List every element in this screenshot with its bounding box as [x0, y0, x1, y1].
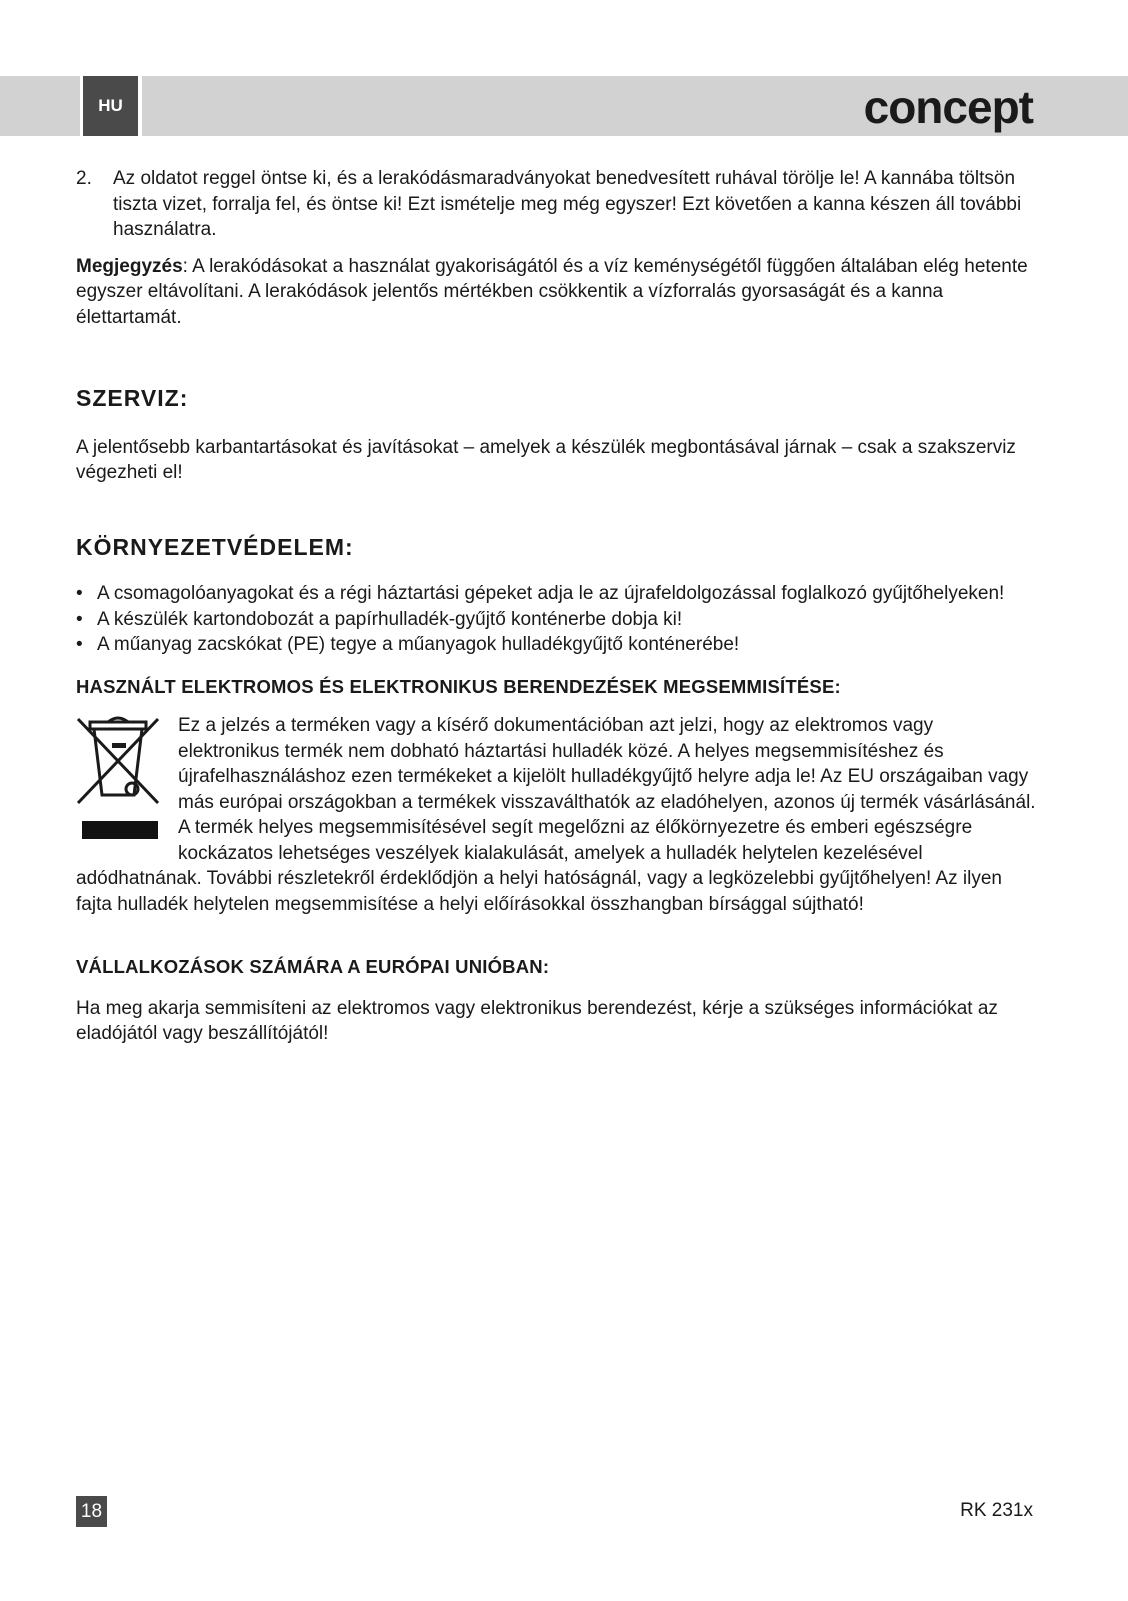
note-label: Megjegyzés: [76, 255, 183, 277]
list-item: • A csomagolóanyagokat és a régi háztartási gépeket adja le az újrafeldolgozással foglalkozó gyűjtőhelyeken!: [76, 583, 1005, 604]
note-paragraph: [76, 254, 1036, 331]
page-number: 18: [76, 1496, 107, 1527]
language-tab: HU: [80, 76, 142, 136]
weee-heading: HASZNÁLT ELEKTROMOS ÉS ELEKTRONIKUS BERENDEZÉSEK MEGSEMMISÍTÉSE:: [76, 675, 841, 697]
step-number: 2.: [76, 168, 92, 189]
step-text: Az oldatot reggel öntse ki, és a lerakódásmaradványokat benedvesített ruhával törölje le! A kannába töltsön tiszta vizet, forralja fel, és öntse ki! Ezt ismételje meg még egyszer! Ezt követően a kanna készen áll további használatra.: [113, 168, 1022, 240]
business-text: Ha meg akarja semmisíteni az elektromos vagy elektronikus berendezést, kérje a szükséges információkat az eladójától vagy beszállítójától!: [76, 997, 998, 1044]
page-content: [76, 166, 1036, 1047]
weee-text: Ez a jelzés a terméken vagy a kísérő dokumentációban azt jelzi, hogy az elektromos vagy elektronikus termék nem dobható háztartási hulladék közé. A helyes megsemmisítéshez és újrafelhasználáshoz ezen termékeket a kijelölt hulladékgyűjtő helyre adja le! Az EU országaiban vagy más európai országokban a termékek visszaválthatók az eladóhelyen, azonos új termék vásárlásánál. A termék helyes megsemmisítésével segít megelőzni az élőkörnyezetre és emberi egészségre kockázatos lehetséges veszélyek kialakulását, amelyek a hulladék helytelen kezelésével adódhatnának. További részletekről érdeklődjön a helyi hatóságnál, vagy a legközelebbi gyűjtőhelyen! Az ilyen fajta hulladék helytelen megsemmisítése a helyi előírásokkal összhangban bírsággal sújtható!: [76, 715, 1036, 915]
crossed-out-wheelie-bin-icon: [72, 713, 164, 843]
service-heading: SZERVIZ:: [76, 385, 189, 411]
brand-logo: concept: [863, 81, 1033, 133]
note-text: : A lerakódásokat a használat gyakoriságától és a víz keménységétől függően általában elég hetente egyszer eltávolítani. A lerakódások jelentős mértékben csökkentik a vízforralás gyorsaságát és a kanna élettartamát.: [76, 255, 1028, 328]
environment-list: [76, 581, 1036, 658]
business-heading: VÁLLALKOZÁSOK SZÁMÁRA A EURÓPAI UNIÓBAN:: [76, 956, 550, 977]
step-2: [76, 166, 1036, 243]
service-text: A jelentősebb karbantartásokat és javításokat – amelyek a készülék megbontásával járnak – csak a szakszerviz végezheti el!: [76, 436, 1016, 483]
list-item: • A készülék kartondobozát a papírhulladék-gyűjtő konténerbe dobja ki!: [76, 608, 683, 630]
environment-heading: KÖRNYEZETVÉDELEM:: [76, 533, 354, 560]
list-item: • A műanyag zacskókat (PE) tegye a műanyagok hulladékgyűjtő konténerébe!: [76, 634, 740, 655]
weee-section: [76, 713, 1036, 917]
model-number: RK 231x: [960, 1500, 1033, 1521]
